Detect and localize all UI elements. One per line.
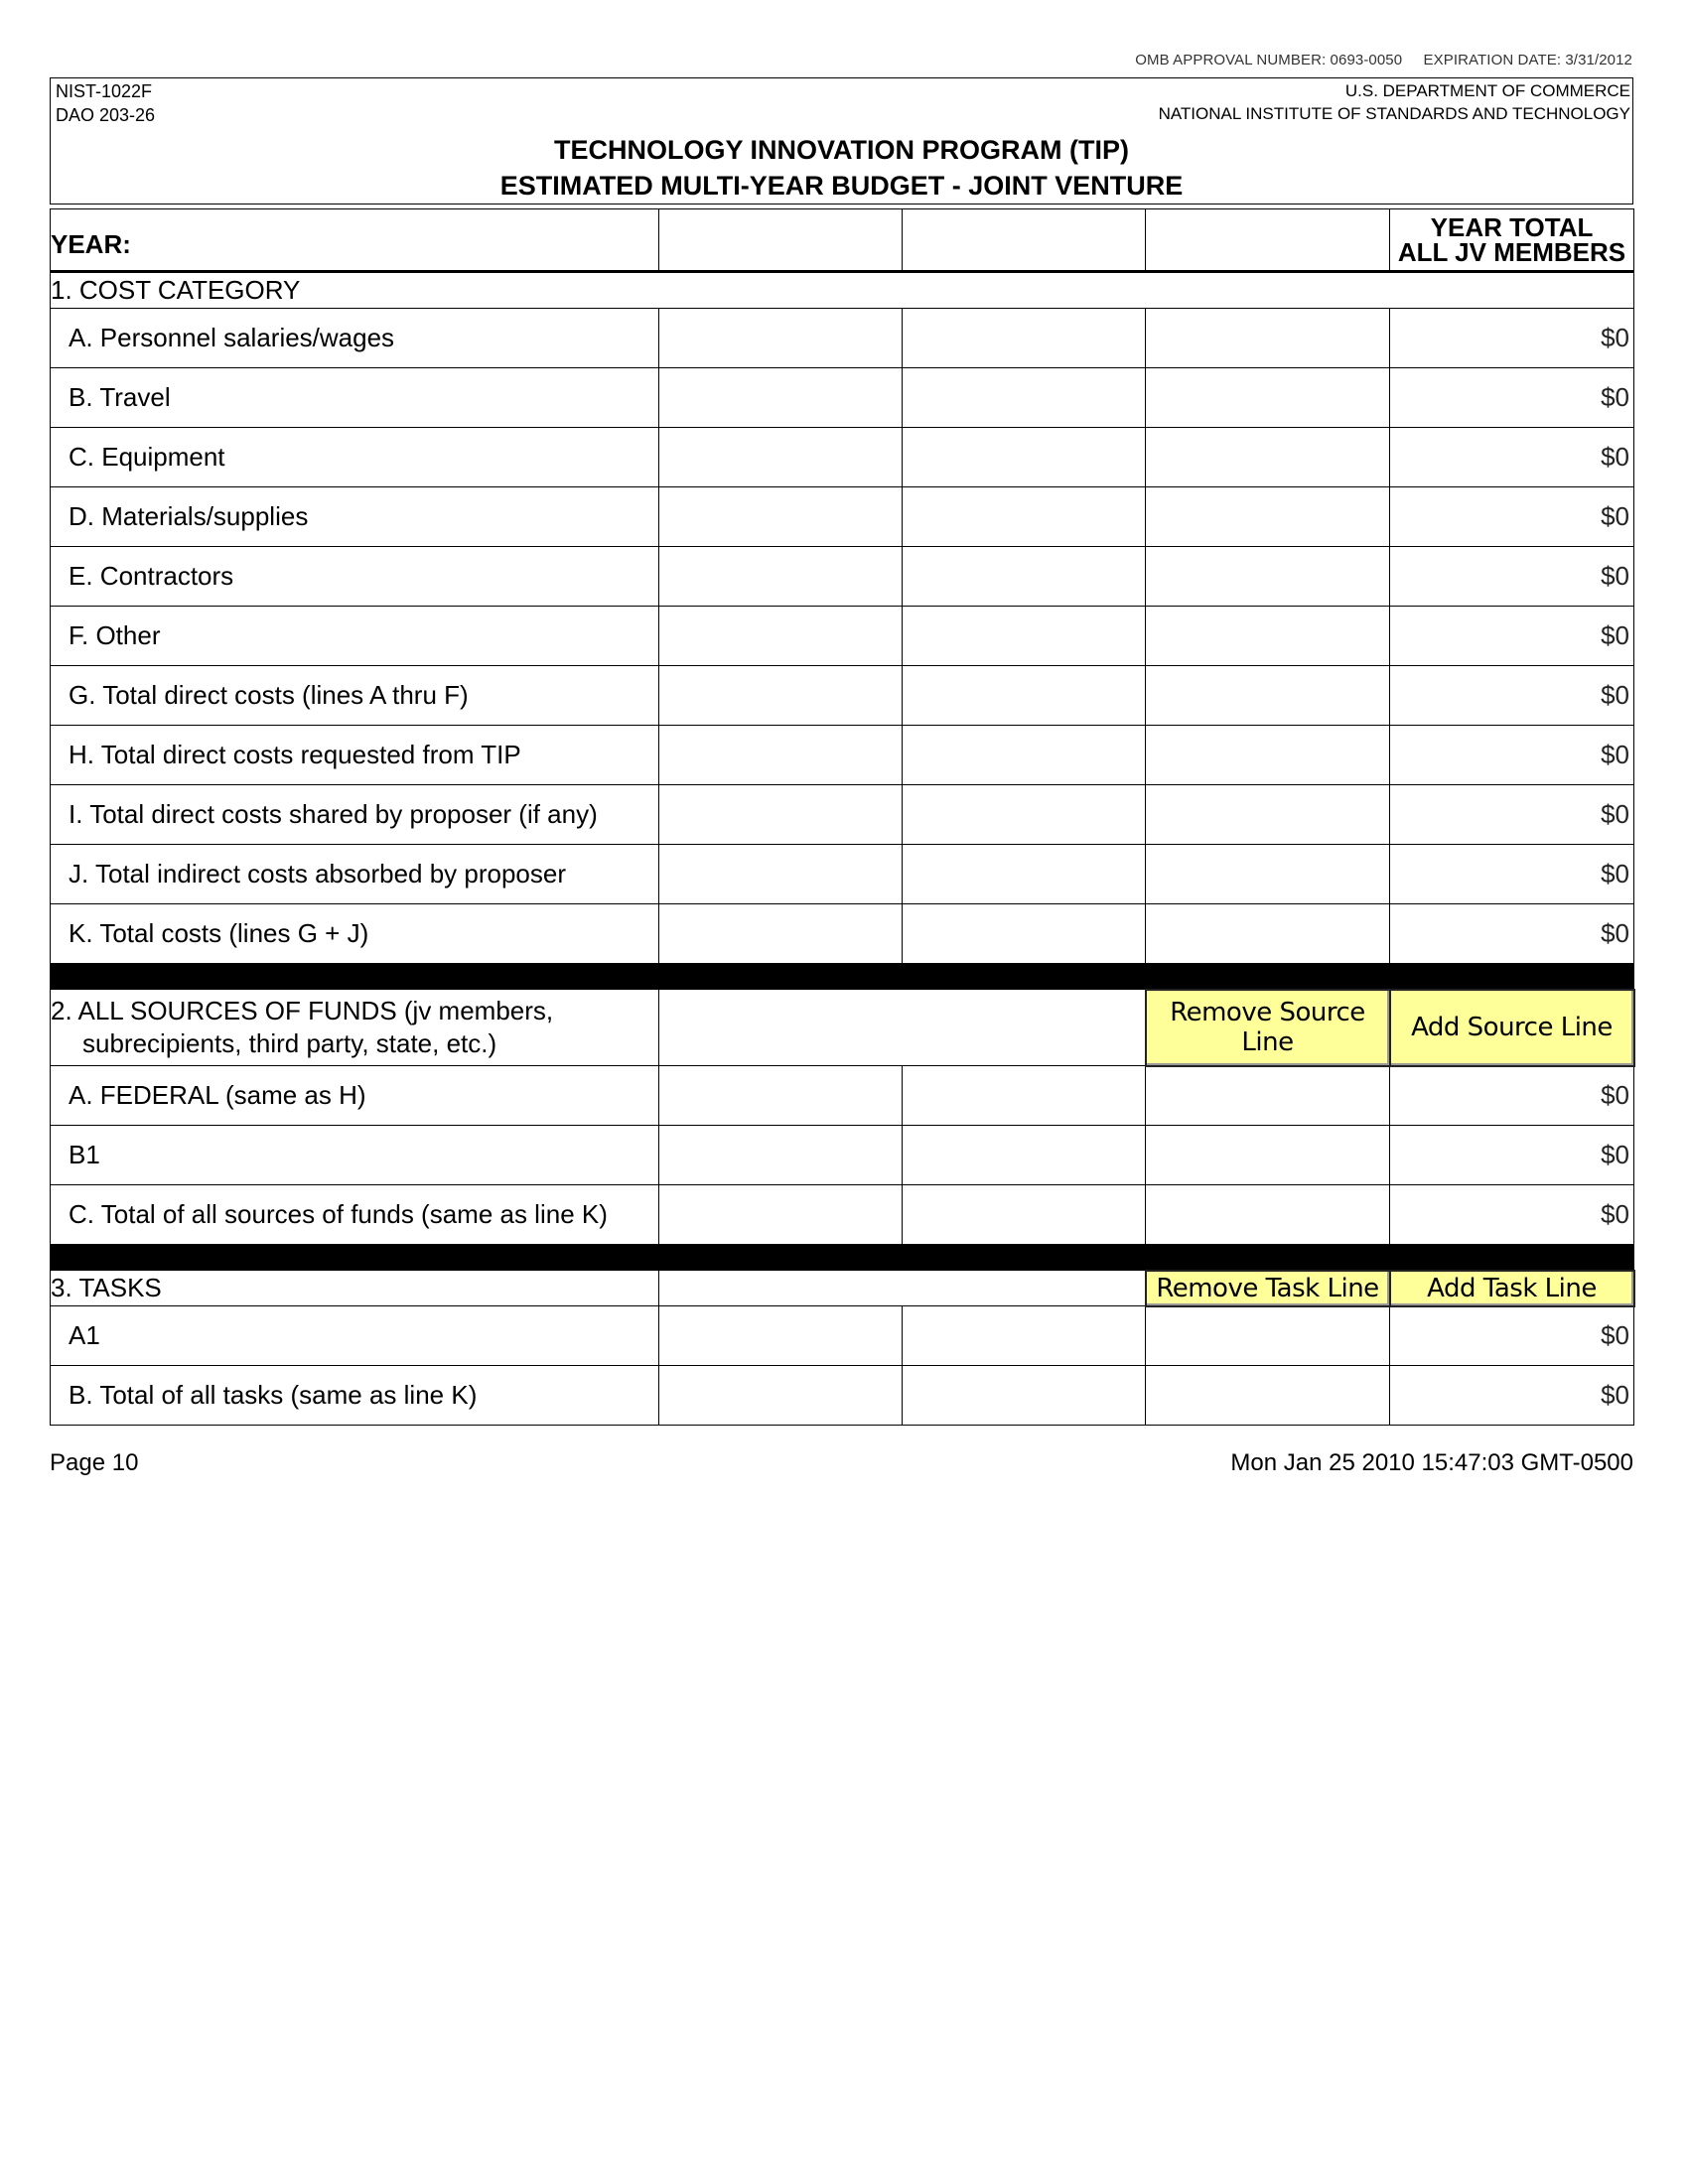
- cost-cell[interactable]: [1146, 309, 1390, 368]
- cost-row-total: $0: [1390, 785, 1634, 845]
- tasks-section-row: [51, 1271, 1634, 1306]
- cost-cell[interactable]: [659, 785, 903, 845]
- divider-bar: [51, 1245, 1634, 1271]
- cost-row-total: $0: [1390, 487, 1634, 547]
- section-divider: [51, 1245, 1634, 1271]
- department-name: U.S. DEPARTMENT OF COMMERCE: [1344, 81, 1630, 100]
- cost-category-heading: 1. COST CATEGORY: [51, 272, 1634, 309]
- cost-row-label: G. Total direct costs (lines A thru F): [51, 666, 659, 726]
- task-cell[interactable]: [1146, 1306, 1390, 1366]
- cost-row: [51, 904, 1634, 964]
- cost-row: [51, 845, 1634, 904]
- institute-name: NATIONAL INSTITUTE OF STANDARDS AND TECHNOLOGY: [1158, 104, 1630, 123]
- cost-row-label: K. Total costs (lines G + J): [51, 904, 659, 964]
- remove-task-line-button[interactable]: Remove Task Line: [1146, 1271, 1390, 1306]
- cost-row: [51, 309, 1634, 368]
- cost-row-total: $0: [1390, 904, 1634, 964]
- cost-cell[interactable]: [903, 309, 1146, 368]
- cost-row: [51, 428, 1634, 487]
- cost-cell[interactable]: [659, 368, 903, 428]
- task-cell[interactable]: [659, 1306, 903, 1366]
- sources-heading: [51, 990, 659, 1066]
- source-cell: [903, 1066, 1146, 1126]
- source-cell[interactable]: [1146, 1126, 1390, 1185]
- cost-row-label: D. Materials/supplies: [51, 487, 659, 547]
- cost-cell: [659, 666, 903, 726]
- cost-cell: [903, 904, 1146, 964]
- cost-cell: [659, 904, 903, 964]
- cost-cell[interactable]: [903, 428, 1146, 487]
- cost-cell[interactable]: [659, 309, 903, 368]
- cost-cell[interactable]: [903, 607, 1146, 666]
- task-row: [51, 1366, 1634, 1426]
- source-cell: [1146, 1066, 1390, 1126]
- year-total-header: [1390, 209, 1634, 272]
- task-cell: [659, 1366, 903, 1426]
- source-cell: [903, 1185, 1146, 1245]
- source-row: [51, 1126, 1634, 1185]
- cost-row-total: $0: [1390, 726, 1634, 785]
- cost-row: [51, 368, 1634, 428]
- cost-cell: [1146, 666, 1390, 726]
- cost-cell[interactable]: [903, 845, 1146, 904]
- cost-row-total: $0: [1390, 666, 1634, 726]
- cost-cell[interactable]: [659, 845, 903, 904]
- form-number: NIST-1022F: [56, 81, 153, 101]
- cost-row-label: H. Total direct costs requested from TIP: [51, 726, 659, 785]
- page-number: Page 10: [50, 1449, 139, 1476]
- year-input-2[interactable]: [903, 209, 1146, 272]
- cost-row-label: F. Other: [51, 607, 659, 666]
- cost-row-label: E. Contractors: [51, 547, 659, 607]
- cost-cell[interactable]: [659, 487, 903, 547]
- remove-source-line-button[interactable]: Remove Source Line: [1146, 990, 1390, 1066]
- agency-block: [1159, 79, 1630, 125]
- cost-row: [51, 785, 1634, 845]
- year-total-line1: YEAR TOTAL: [1430, 211, 1594, 242]
- sources-section-row: [51, 990, 1634, 1066]
- cost-row: [51, 666, 1634, 726]
- year-header-row: [51, 209, 1634, 272]
- cost-cell[interactable]: [903, 487, 1146, 547]
- cost-row-label: A. Personnel salaries/wages: [51, 309, 659, 368]
- sources-heading-line1: 2. ALL SOURCES OF FUNDS (jv members,: [51, 996, 554, 1025]
- cost-row-label: C. Equipment: [51, 428, 659, 487]
- cost-cell[interactable]: [659, 428, 903, 487]
- source-cell: [1146, 1185, 1390, 1245]
- add-task-line-button[interactable]: Add Task Line: [1390, 1271, 1634, 1306]
- cost-row: [51, 487, 1634, 547]
- form-subtitle: ESTIMATED MULTI-YEAR BUDGET - JOINT VENTURE: [499, 171, 1184, 201]
- cost-cell[interactable]: [903, 368, 1146, 428]
- cost-row-total: $0: [1390, 309, 1634, 368]
- cost-cell[interactable]: [1146, 845, 1390, 904]
- cost-cell[interactable]: [903, 726, 1146, 785]
- source-row: [51, 1185, 1634, 1245]
- cost-row-total: $0: [1390, 368, 1634, 428]
- source-row-label[interactable]: B1: [51, 1126, 659, 1185]
- source-row-total: $0: [1390, 1066, 1634, 1126]
- year-input-3[interactable]: [1146, 209, 1390, 272]
- year-total-line2: ALL JV MEMBERS: [1397, 236, 1626, 267]
- cost-row-total: $0: [1390, 547, 1634, 607]
- cost-cell[interactable]: [1146, 547, 1390, 607]
- cost-row-total: $0: [1390, 428, 1634, 487]
- cost-row: [51, 726, 1634, 785]
- cost-cell[interactable]: [903, 547, 1146, 607]
- cost-cell[interactable]: [1146, 726, 1390, 785]
- cost-cell[interactable]: [1146, 607, 1390, 666]
- cost-row-label: I. Total direct costs shared by proposer (if any): [51, 785, 659, 845]
- dao-number: DAO 203-26: [56, 105, 156, 125]
- task-row-label[interactable]: A1: [51, 1306, 659, 1366]
- divider-bar: [51, 964, 1634, 990]
- source-row-label: A. FEDERAL (same as H): [51, 1066, 659, 1126]
- source-row-label: C. Total of all sources of funds (same as line K): [51, 1185, 659, 1245]
- cost-cell: [1146, 904, 1390, 964]
- tasks-header-blank: [659, 1271, 1146, 1306]
- source-cell: [659, 1185, 903, 1245]
- sources-header-blank: [659, 990, 1146, 1066]
- task-cell: [1146, 1366, 1390, 1426]
- source-row-total: $0: [1390, 1126, 1634, 1185]
- cost-cell[interactable]: [903, 785, 1146, 845]
- print-timestamp: Mon Jan 25 2010 15:47:03 GMT-0500: [1230, 1449, 1633, 1476]
- task-row-total: $0: [1390, 1306, 1634, 1366]
- form-identifiers: [56, 79, 155, 127]
- source-cell[interactable]: [659, 1126, 903, 1185]
- sources-heading-line2: subrecipients, third party, state, etc.): [82, 1028, 497, 1058]
- source-cell: [659, 1066, 903, 1126]
- cost-row-total: $0: [1390, 607, 1634, 666]
- cost-cell[interactable]: [659, 607, 903, 666]
- cost-row-label: B. Travel: [51, 368, 659, 428]
- cost-cell: [903, 666, 1146, 726]
- cost-cell[interactable]: [659, 547, 903, 607]
- task-cell: [903, 1366, 1146, 1426]
- task-row-total: $0: [1390, 1366, 1634, 1426]
- cost-category-section-row: [51, 272, 1634, 309]
- source-row: [51, 1066, 1634, 1126]
- year-label: YEAR:: [51, 209, 659, 272]
- cost-row: [51, 607, 1634, 666]
- add-source-line-button[interactable]: Add Source Line: [1390, 990, 1634, 1066]
- cost-cell[interactable]: [659, 726, 903, 785]
- cost-cell[interactable]: [1146, 487, 1390, 547]
- cost-cell[interactable]: [1146, 785, 1390, 845]
- source-cell[interactable]: [903, 1126, 1146, 1185]
- tasks-heading: 3. TASKS: [51, 1271, 659, 1306]
- form-title: TECHNOLOGY INNOVATION PROGRAM (TIP): [554, 135, 1129, 165]
- section-divider: [51, 964, 1634, 990]
- cost-row-label: J. Total indirect costs absorbed by proposer: [51, 845, 659, 904]
- task-row-label: B. Total of all tasks (same as line K): [51, 1366, 659, 1426]
- year-input-1[interactable]: [659, 209, 903, 272]
- cost-cell[interactable]: [1146, 428, 1390, 487]
- cost-cell[interactable]: [1146, 368, 1390, 428]
- task-cell[interactable]: [903, 1306, 1146, 1366]
- cost-row: [51, 547, 1634, 607]
- budget-table: [50, 208, 1635, 1426]
- source-row-total: $0: [1390, 1185, 1634, 1245]
- task-row: [51, 1306, 1634, 1366]
- omb-approval-text: OMB APPROVAL NUMBER: 0693-0050 EXPIRATION DATE: 3/31/2012: [1135, 52, 1632, 68]
- cost-row-total: $0: [1390, 845, 1634, 904]
